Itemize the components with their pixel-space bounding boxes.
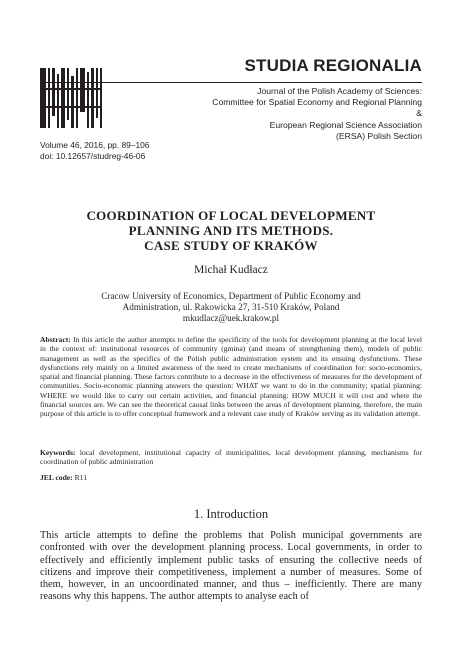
title-line: PLANNING AND ITS METHODS. xyxy=(128,223,334,238)
jel-value: R11 xyxy=(74,473,87,482)
keywords-label: Keywords: xyxy=(40,448,80,457)
journal-logo xyxy=(40,68,102,128)
author-email: mkudlacz@uek.krakow.pl xyxy=(182,313,280,324)
publisher-block xyxy=(162,86,422,142)
publisher-line: Journal of the Polish Academy of Sciences: xyxy=(257,86,422,96)
introduction-text: This article attempts to define the problems that Polish municipal governments are confronted with over the development planning process. Local governments, in order to effectively and efficiently implement public tasks of ensuring the collective needs of citizens and improve their competitiveness, implement a number of measures. Some of them, however, in an uncoordinated manner, and thus – inefficiently. There are many reasons why this happens. The author attempts to analyse each of xyxy=(40,530,422,603)
publisher-line: European Regional Science Association xyxy=(269,119,422,130)
title-line: COORDINATION OF LOCAL DEVELOPMENT xyxy=(86,208,376,223)
article-title xyxy=(40,208,422,253)
volume-line: Volume 46, 2016, pp. 89–106 xyxy=(40,140,150,150)
abstract xyxy=(40,335,422,419)
abstract-label: Abstract: xyxy=(40,335,74,344)
publisher-line: & xyxy=(416,108,422,119)
affiliation-line: Administration, ul. Rakowicka 27, 31-510 Kraków, Poland xyxy=(122,302,340,313)
title-line: CASE STUDY OF KRAKÓW xyxy=(144,238,318,253)
author-affiliation xyxy=(40,291,422,325)
keywords xyxy=(40,448,422,467)
jel-label: JEL code: xyxy=(40,473,75,482)
journal-title: STUDIA REGIONALIA xyxy=(244,56,422,75)
publisher-line: (ERSA) Polish Section xyxy=(336,130,422,141)
jel-code xyxy=(40,473,422,482)
doi-line: doi: 10.12657/studreg-46-06 xyxy=(40,150,146,161)
affiliation-line: Cracow University of Economics, Department of Public Economy and xyxy=(101,291,361,301)
author-name: Michał Kudłacz xyxy=(194,264,268,276)
header-rule xyxy=(40,82,422,83)
volume-block xyxy=(40,140,149,161)
keywords-text: local development, institutional capacity of municipalities, local development planning, mechanisms for coordination of public administration xyxy=(40,448,422,467)
abstract-text: In this article the author attempts to define the specificity of the tools for development planning at the local level in the context of: institutional resources of community (gmina) (and means of strengthening them), models of public management as well as the specifics of the Polish public administration system and its ensuing dysfunctions. These dysfunctions rely mainly on a limited awareness of the need to create mechanisms of coordination for: socio-economics, spatial and financial planning. These factors contribute to a decrease in the effectiveness of measures for the development of communities. Socio-economic planning answers the question: WHAT we want to do in the community; spatial planning: WHERE we would like to carry out certain activities, and financial planning: HOW MUCH it will cost and where the financial sources are. We can see the theoretical causal links between the areas of development planning, therefore, the main purpose of this article is to offer conceptual framework and a relevant case study of Kraków serving as its validation attempt. xyxy=(40,335,422,419)
publisher-line: Committee for Spatial Economy and Regional Planning xyxy=(212,97,422,108)
section-heading: 1. Introduction xyxy=(193,507,269,521)
